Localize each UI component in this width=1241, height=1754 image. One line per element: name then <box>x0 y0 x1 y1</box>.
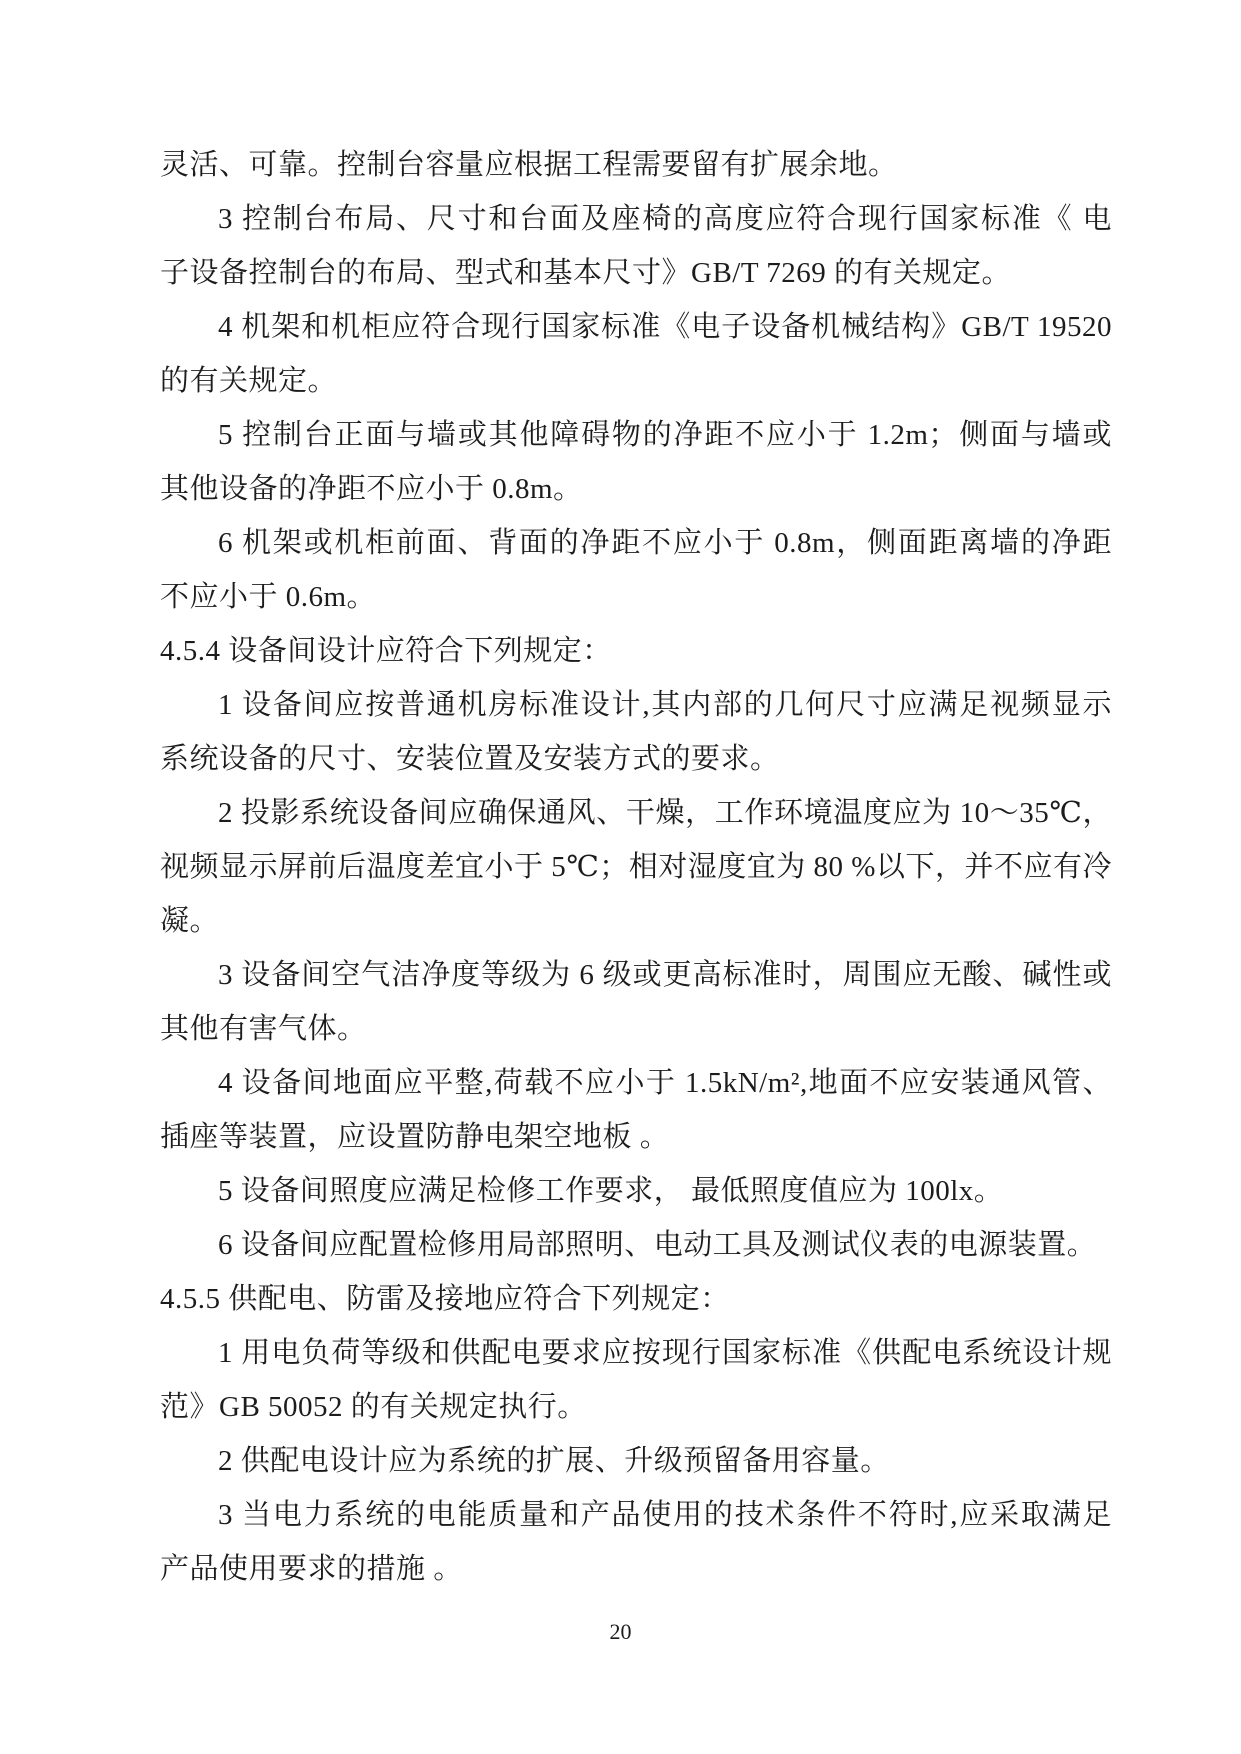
text-line: 4 设备间地面应平整,荷载不应小于 1.5kN/m²,地面不应安装通风管、 <box>218 1067 1112 1099</box>
text-line: 6 设备间应配置检修用局部照明、电动工具及测试仪表的电源装置。 <box>218 1229 1097 1261</box>
text-line: 3 控制台布局、尺寸和台面及座椅的高度应符合现行国家标准《 电 <box>218 203 1112 235</box>
document-body <box>160 138 1112 1596</box>
text-line: 凝。 <box>160 905 220 937</box>
section-heading: 4.5.5 供配电、防雷及接地应符合下列规定： <box>160 1283 730 1315</box>
text-line: 子设备控制台的布局、型式和基本尺寸》GB/T 7269 的有关规定。 <box>160 257 1012 289</box>
text-line: 其他设备的净距不应小于 0.8m。 <box>160 473 583 505</box>
text-line: 5 控制台正面与墙或其他障碍物的净距不应小于 1.2m；侧面与墙或 <box>218 419 1112 451</box>
text-line: 系统设备的尺寸、安装位置及安装方式的要求。 <box>160 743 780 775</box>
page-number: 20 <box>609 1619 632 1644</box>
text-line: 不应小于 0.6m。 <box>160 581 377 613</box>
text-line: 视频显示屏前后温度差宜小于 5℃；相对湿度宜为 80 %以下，并不应有冷 <box>160 851 1112 883</box>
text-line: 6 机架或机柜前面、背面的净距不应小于 0.8m，侧面距离墙的净距 <box>218 527 1112 559</box>
text-line: 灵活、可靠。控制台容量应根据工程需要留有扩展余地。 <box>160 149 898 181</box>
text-line: 1 用电负荷等级和供配电要求应按现行国家标准《供配电系统设计规 <box>218 1337 1112 1369</box>
text-line: 其他有害气体。 <box>160 1013 367 1045</box>
text-line: 4 机架和机柜应符合现行国家标准《电子设备机械结构》GB/T 19520 <box>218 311 1112 343</box>
text-line: 产品使用要求的措施 。 <box>160 1553 463 1585</box>
text-line: 2 供配电设计应为系统的扩展、升级预留备用容量。 <box>218 1445 890 1477</box>
text-line: 3 设备间空气洁净度等级为 6 级或更高标准时，周围应无酸、碱性或 <box>218 959 1112 991</box>
section-heading: 4.5.4 设备间设计应符合下列规定： <box>160 635 612 667</box>
text-line: 1 设备间应按普通机房标准设计,其内部的几何尺寸应满足视频显示 <box>218 689 1112 721</box>
text-line: 插座等装置，应设置防静电架空地板 。 <box>160 1121 670 1153</box>
text-line: 范》GB 50052 的有关规定执行。 <box>160 1391 587 1423</box>
text-line: 的有关规定。 <box>160 365 338 397</box>
text-line: 5 设备间照度应满足检修工作要求， 最低照度值应为 100lx。 <box>218 1175 1004 1207</box>
text-line: 2 投影系统设备间应确保通风、干燥，工作环境温度应为 10～35℃， <box>218 797 1112 829</box>
text-line: 3 当电力系统的电能质量和产品使用的技术条件不符时,应采取满足 <box>218 1499 1112 1531</box>
